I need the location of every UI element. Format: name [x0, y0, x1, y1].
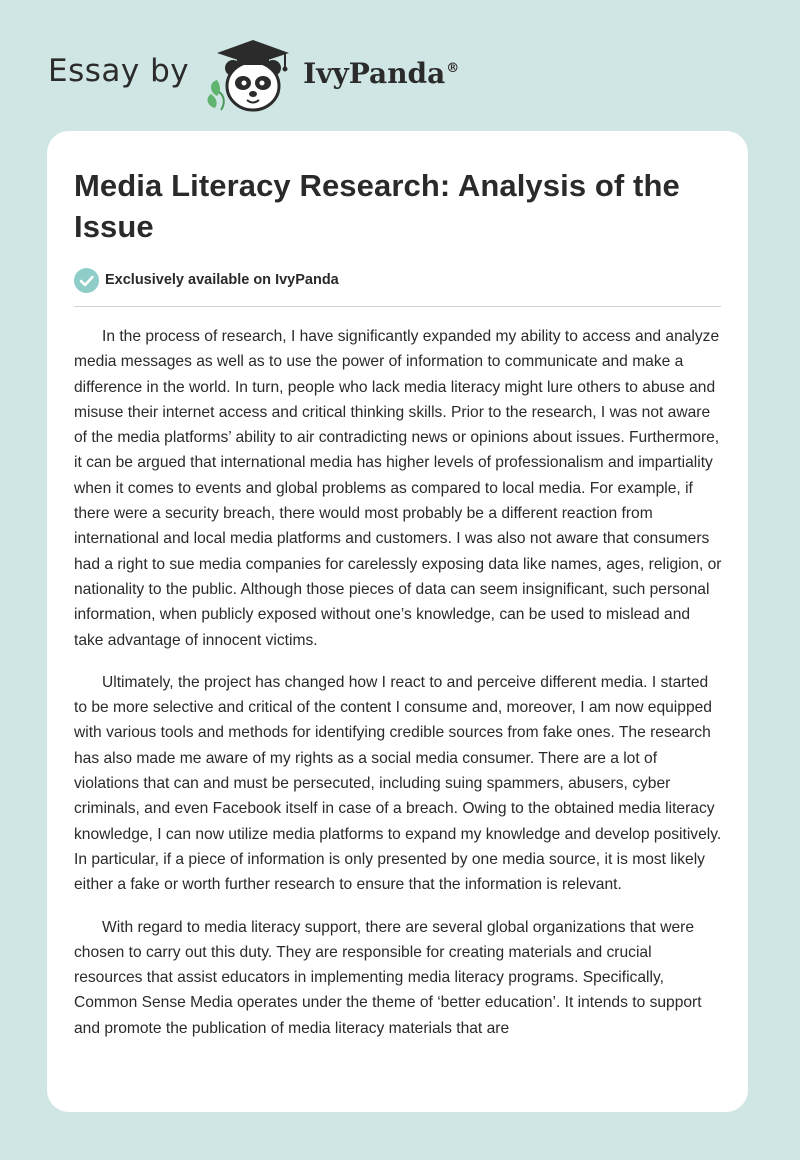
- panda-logo-icon: [203, 34, 299, 114]
- check-icon: [74, 268, 99, 293]
- paragraph-3: With regard to media literacy support, there are several global organizations that were chosen to carry out this duty. They are responsible for creating materials and crucial resources that assist educators in implementing media literacy programs. Specifically, Common Sense Media operates under the theme of ‘better education’. It intends to support and promote the publication of media literacy materials that are: [74, 918, 702, 1037]
- brand-name-text: IvyPanda: [303, 56, 446, 90]
- registered-mark: ®: [446, 61, 460, 77]
- essay-title: Media Literacy Research: Analysis of the Issue: [74, 168, 680, 244]
- exclusive-text: Exclusively available on IvyPanda: [105, 272, 339, 288]
- paragraph-1: In the process of research, I have significantly expanded my ability to access and analyze media messages as well as to use the power of information to communicate and make a difference in the world. In turn, people who lack media literacy might lure others to abuse and misuse their internet access and critical thinking skills. Prior to the research, I was not aware of the media platforms’ ability to air contradicting news or opinions about issues. Furthermore, it can be argued that international media has higher levels of professionalism and impartiality when it comes to events and global problems as compared to local media. For example, if there were a security breach, there would most probably be a different reaction from international and local media platforms and customers. I was also not aware that consumers had a right to sue media companies for carelessly exposing data like names, ages, religion, or nationality to the public. Although those pieces of data can seem insignificant, such personal information, when publicly exposed without one’s knowledge, can be used to mislead and take advantage of innocent victims.: [74, 328, 722, 649]
- brand-header[interactable]: [48, 34, 459, 114]
- paragraph-2: Ultimately, the project has changed how I react to and perceive different media. I started to be more selective and critical of the content I consume and, moreover, I am now equipped with various tools and methods for identifying credible sources from fake ones. The research has also made me aware of my rights as a social media consumer. There are a lot of violations that can and must be persecuted, including suing spammers, abusers, cyber criminals, and even Facebook itself in case of a breach. Owing to the obtained media literacy knowledge, I can now utilize media platforms to expand my knowledge and develop positively. In particular, if a piece of information is only presented by one media source, it is most likely either a fake or worth further research to ensure that the information is relevant.: [74, 673, 722, 894]
- brand-name: [303, 57, 459, 90]
- divider: [74, 306, 721, 307]
- brand-prefix: Essay by: [48, 53, 190, 89]
- essay-body: [74, 324, 722, 1041]
- essay-card: [47, 131, 748, 1112]
- exclusive-badge: [74, 267, 722, 293]
